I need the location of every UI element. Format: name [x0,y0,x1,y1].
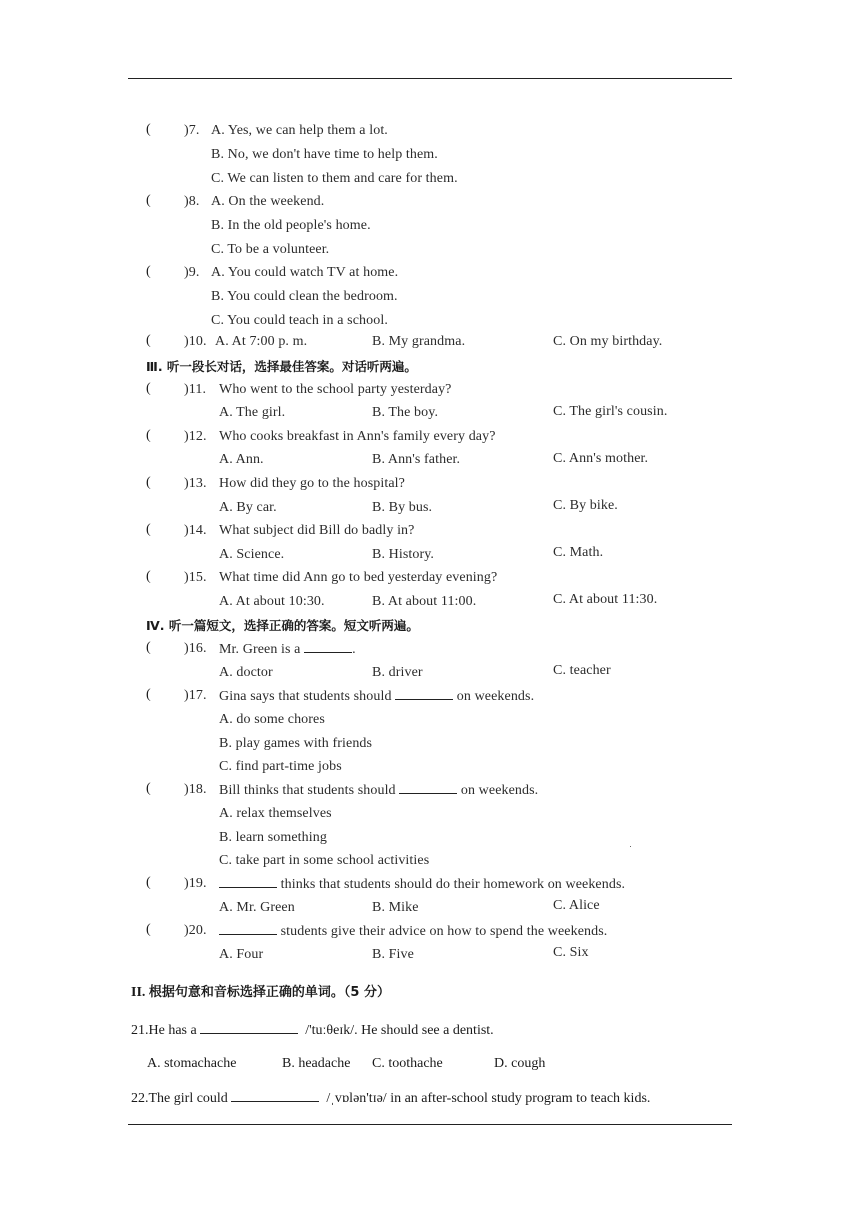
q11-option-c: C. The girl's cousin. [553,404,668,419]
q16-option-c: C. teacher [553,663,611,678]
q12-option-c: C. Ann's mother. [553,451,649,466]
answer-paren-19: ( [146,875,151,890]
q20-option-c: C. Six [553,945,589,960]
q18-option-c: C. take part in some school activities [219,853,430,868]
q19-option-b: B. Mike [372,900,419,915]
q10-option-b: B. My grandma. [372,334,466,349]
q7-option-c: C. We can listen to them and care for them. [211,171,458,186]
q20-option-a: A. Four [219,947,264,962]
q15-option-b: B. At about 11:00. [372,594,477,609]
q18-option-a: A. relax themselves [219,806,332,821]
q18-stem-text: Bill thinks that students should [219,783,396,798]
q15-stem: What time did Ann go to bed yesterday evening? [219,570,498,585]
q20-stem [219,922,607,941]
q22-phonetic: /ˌvɒlən'tɪə/ in an after-school study program to teach kids. [326,1091,651,1106]
answer-paren-13: ( [146,475,151,490]
q19-option-a: A. Mr. Green [219,900,295,915]
q12-option-a: A. Ann. [219,452,264,467]
q17-option-b: B. play games with friends [219,736,373,751]
q21-option-a: A. stomachache [147,1056,237,1071]
q16-option-a: A. doctor [219,665,273,680]
q10-option-c: C. On my birthday. [553,334,663,349]
q8-option-a: A. On the weekend. [211,194,325,209]
question-number-12: )12. [184,429,207,444]
footer-rule [128,1124,732,1125]
q8-option-c: C. To be a volunteer. [211,242,330,257]
q8-option-b: B. In the old people's home. [211,218,371,233]
q15-option-c: C. At about 11:30. [553,592,658,607]
question-number-15: )15. [184,570,207,585]
part-2-heading [131,984,390,1002]
q20-option-b: B. Five [372,947,414,962]
q16-option-b: B. driver [372,665,423,680]
question-number-18: )18. [184,782,207,797]
answer-paren-18: ( [146,781,151,796]
q16-stem-text: Mr. Green is a [219,642,301,657]
question-number-17: )17. [184,688,207,703]
answer-paren-9: ( [146,264,151,279]
answer-paren-8: ( [146,193,151,208]
q17-stem-text: Gina says that students should [219,689,392,704]
q16-stem [219,640,356,659]
q16-stem-end: . [352,642,356,657]
q13-stem: How did they go to the hospital? [219,476,405,491]
question-number-20: )20. [184,923,207,938]
q9-option-b: B. You could clean the bedroom. [211,289,398,304]
q11-option-b: B. The boy. [372,405,439,420]
question-number-13: )13. [184,476,207,491]
question-number-16: )16. [184,641,207,656]
question-number-10: )10. [184,334,207,349]
q12-stem: Who cooks breakfast in Ann's family every day? [219,429,496,444]
answer-paren-20: ( [146,922,151,937]
q20-blank [219,922,277,935]
q12-option-b: B. Ann's father. [372,452,461,467]
q19-stem [219,875,625,894]
q13-option-c: C. By bike. [553,498,618,513]
q20-stem-text: students give their advice on how to spend the weekends. [280,924,608,939]
scan-speck [630,846,631,847]
q21-option-d: D. cough [494,1056,546,1071]
q21-stem [131,1021,494,1040]
q11-option-a: A. The girl. [219,405,286,420]
q13-option-a: A. By car. [219,500,277,515]
answer-paren-7: ( [146,122,151,137]
q17-stem [219,687,534,706]
answer-paren-11: ( [146,381,151,396]
question-number-8: )8. [184,194,200,209]
question-number-9: )9. [184,265,200,280]
q19-blank [219,875,277,888]
answer-paren-15: ( [146,569,151,584]
q19-stem-text: thinks that students should do their homework on weekends. [280,877,626,892]
q9-option-c: C. You could teach in a school. [211,313,388,328]
question-number-19: )19. [184,876,207,891]
q21-phonetic: /'tuːθeɪk/. He should see a dentist. [305,1023,494,1038]
question-number-14: )14. [184,523,207,538]
q18-option-b: B. learn something [219,830,327,845]
header-rule [128,78,732,79]
answer-paren-12: ( [146,428,151,443]
section-3-heading: Ⅲ. 听一段长对话，选择最佳答案。对话听两遍。 [146,359,417,374]
q18-blank [399,781,457,794]
q11-stem: Who went to the school party yesterday? [219,382,452,397]
q10-option-a: A. At 7:00 p. m. [215,334,308,349]
question-number-7: )7. [184,123,200,138]
question-number-11: )11. [184,382,207,397]
q17-option-a: A. do some chores [219,712,325,727]
section-4-heading: Ⅳ. 听一篇短文，选择正确的答案。短文听两遍。 [146,618,419,633]
part-2-roman: II. [131,985,146,1000]
q21-blank [200,1021,298,1034]
answer-paren-17: ( [146,687,151,702]
q17-blank [395,687,453,700]
q7-option-b: B. No, we don't have time to help them. [211,147,438,162]
q13-option-b: B. By bus. [372,500,433,515]
q18-stem-end: on weekends. [460,783,539,798]
q16-blank [304,640,352,653]
answer-paren-10: ( [146,333,151,348]
part-2-title: 根据句意和音标选择正确的单词。（5 分） [148,985,390,1000]
q17-stem-end: on weekends. [456,689,535,704]
q22-blank [231,1089,319,1102]
q14-option-c: C. Math. [553,545,604,560]
q22-stem [131,1089,650,1108]
q14-option-a: A. Science. [219,547,285,562]
q19-option-c: C. Alice [553,898,600,913]
q17-option-c: C. find part-time jobs [219,759,342,774]
q22-stem-text: 22.The girl could [131,1091,228,1106]
q9-option-a: A. You could watch TV at home. [211,265,399,280]
q14-stem: What subject did Bill do badly in? [219,523,415,538]
q7-option-a: A. Yes, we can help them a lot. [211,123,388,138]
q15-option-a: A. At about 10:30. [219,594,325,609]
answer-paren-16: ( [146,640,151,655]
q21-option-b: B. headache [282,1056,351,1071]
q18-stem [219,781,538,800]
q14-option-b: B. History. [372,547,435,562]
q21-option-c: C. toothache [372,1056,443,1071]
answer-paren-14: ( [146,522,151,537]
q21-stem-text: 21.He has a [131,1023,197,1038]
